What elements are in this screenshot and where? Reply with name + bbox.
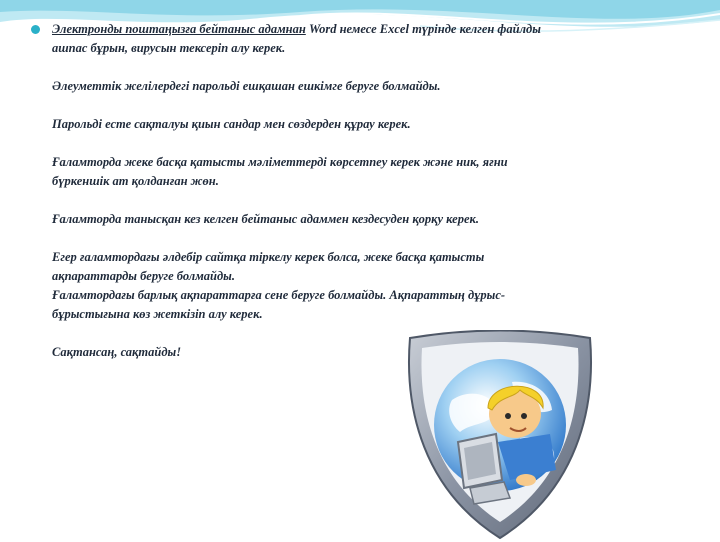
paragraph-line: Ғаламторда танысқан кез келген бейтаныс адаммен кездесуден қорқу керек. bbox=[52, 212, 479, 226]
paragraph-password-strength bbox=[30, 115, 660, 134]
paragraph-site-registration bbox=[30, 248, 660, 286]
paragraph-line: Егер ғаламтордағы әлдебір сайтқа тіркелу керек болса, жеке басқа қатысты bbox=[52, 250, 485, 264]
paragraph-personal-info bbox=[30, 153, 660, 191]
paragraph-line: Ғаламторда жеке басқа қатысты мәліметтерді көрсетпеу керек және ник, яғни bbox=[52, 155, 508, 169]
bullet-item bbox=[30, 20, 660, 58]
paragraph-trust-info bbox=[30, 286, 660, 324]
paragraph-line: Сақтансаң, сақтайды! bbox=[52, 345, 182, 359]
paragraph-line: бұрыстығына көз жеткізіп алу керек. bbox=[52, 307, 263, 321]
bullet-line-1-rest: Word немесе Excel түрінде келген файлды bbox=[305, 22, 541, 36]
bullet-dot-icon bbox=[31, 25, 40, 34]
paragraph-line: Парольді есте сақталуы қиын сандар мен сөздерден құрау керек. bbox=[52, 117, 411, 131]
paragraph-line: Әлеуметтік желілердегі парольді ешқашан ешкімге беруге болмайды. bbox=[52, 79, 441, 93]
shield-globe-child-computer-icon bbox=[400, 330, 600, 542]
bullet-line-1 bbox=[52, 20, 660, 39]
bullet-line-2: ашпас бұрын, вирусын тексеріп алу керек. bbox=[52, 41, 286, 55]
paragraph-line: ақпараттарды беруге болмайды. bbox=[52, 269, 235, 283]
paragraph-line: бүркеншік ат қолданған жөн. bbox=[52, 174, 219, 188]
slide-body bbox=[30, 20, 660, 362]
paragraph-social-password bbox=[30, 77, 660, 96]
paragraph-strangers bbox=[30, 210, 660, 229]
paragraph-line: Ғаламтордағы барлық ақпараттарға сене беруге болмайды. Ақпараттың дұрыс- bbox=[52, 288, 506, 302]
underlined-text: Электронды поштаңызға бейтаныс адамнан bbox=[52, 22, 306, 36]
